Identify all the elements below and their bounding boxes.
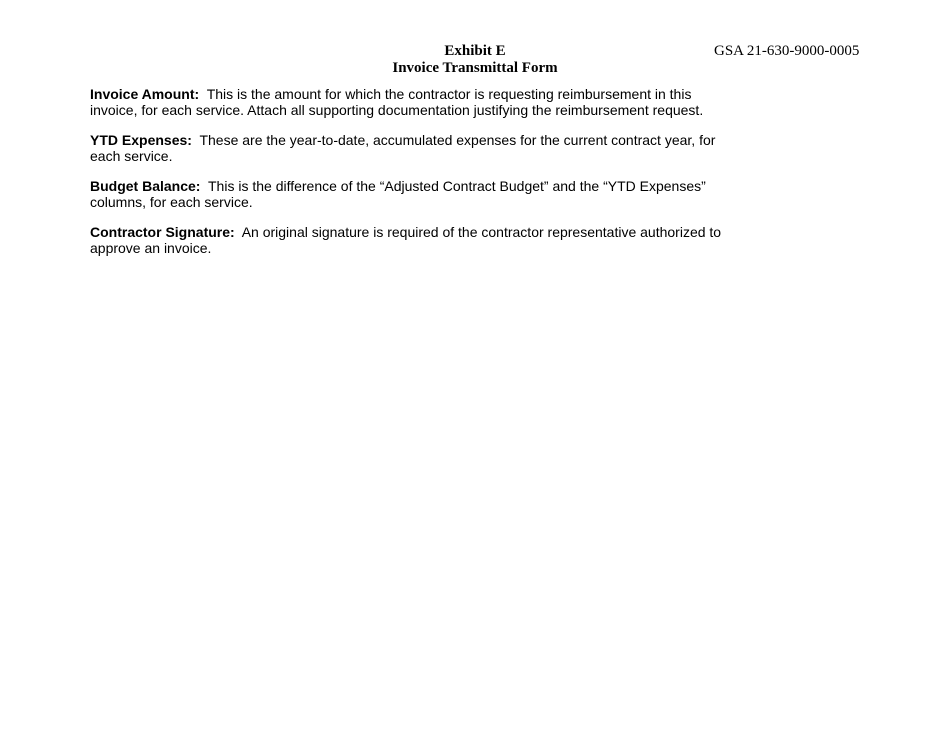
definition-text: This is the amount for which the contractor is requesting reimbursement in this bbox=[206, 86, 692, 102]
definition-term: YTD Expenses: bbox=[90, 132, 192, 148]
definition-line bbox=[90, 178, 706, 194]
definition-term: Invoice Amount: bbox=[90, 86, 200, 102]
definition-text: approve an invoice. bbox=[90, 240, 212, 256]
definition-line bbox=[90, 86, 700, 102]
definition-text: columns, for each service. bbox=[90, 194, 253, 210]
definition-contractor-signature bbox=[90, 224, 722, 256]
definition-text: This is the difference of the “Adjusted Contract Budget” and the “YTD Expenses” bbox=[208, 178, 706, 194]
title-block bbox=[330, 43, 620, 77]
definition-ytd-expenses bbox=[90, 132, 716, 164]
definition-line bbox=[90, 132, 716, 148]
definition-term: Contractor Signature: bbox=[90, 224, 235, 240]
form-title: Invoice Transmittal Form bbox=[392, 60, 558, 76]
definition-term: Budget Balance: bbox=[90, 178, 201, 194]
definition-line bbox=[90, 224, 722, 240]
definition-text: invoice, for each service. Attach all supporting documentation justifying the reimbursement request. bbox=[90, 102, 704, 118]
definition-budget-balance bbox=[90, 178, 706, 210]
definition-invoice-amount bbox=[90, 86, 704, 118]
definition-text: each service. bbox=[90, 148, 173, 164]
definitions-list bbox=[90, 86, 722, 270]
document-id: GSA 21-630-9000-0005 bbox=[714, 43, 860, 59]
definition-text: These are the year-to-date, accumulated expenses for the current contract year, for bbox=[199, 132, 716, 148]
definition-text: An original signature is required of the contractor representative authorized to bbox=[241, 224, 722, 240]
exhibit-label: Exhibit E bbox=[444, 43, 506, 59]
